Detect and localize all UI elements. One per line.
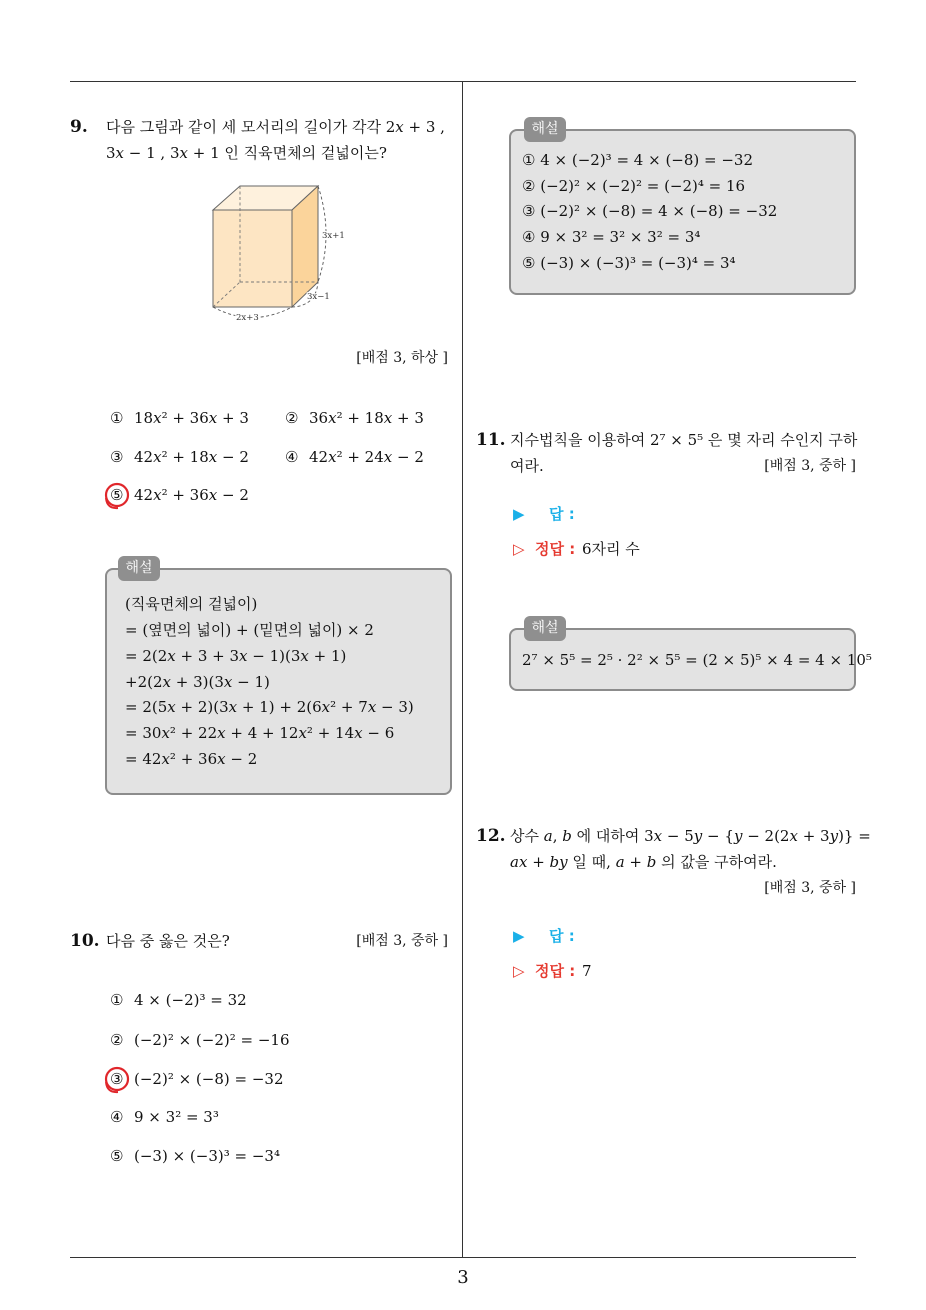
answer-arrow-icon: ▶ bbox=[513, 927, 525, 945]
question-12-number: 12. bbox=[476, 826, 506, 846]
correct-answer-label: 정답 : bbox=[535, 962, 576, 980]
choice-number: ⑤ bbox=[110, 486, 124, 504]
answer-label: 답 : bbox=[549, 505, 575, 523]
explanation-line: = (옆면의 넓이) + (밑면의 넓이) × 2 bbox=[125, 621, 374, 639]
question-12-stem-line-1: 상수 a, b 에 대하여 3x − 5y − {y − 2(2x + 3y)} = bbox=[510, 827, 871, 845]
correct-arrow-icon: ▷ bbox=[513, 540, 525, 558]
question-9-stem-line-2: 3x − 1 , 3x + 1 인 직육면체의 겉넓이는? bbox=[106, 144, 387, 162]
question-9-choice-2 bbox=[285, 407, 424, 429]
question-11-stem-line-2: 여라. bbox=[510, 457, 544, 475]
choice-number: ④ bbox=[285, 448, 299, 466]
question-9-choice-5 bbox=[110, 484, 249, 506]
question-10-number: 10. bbox=[70, 931, 100, 951]
height-label: 3x+1 bbox=[322, 231, 345, 241]
question-10-choice-4 bbox=[110, 1106, 219, 1128]
explanation-line: = 2(5x + 2)(3x + 1) + 2(6x² + 7x − 3) bbox=[125, 698, 414, 716]
question-10-choice-5 bbox=[110, 1145, 280, 1167]
choice-text: (−2)² × (−2)² = −16 bbox=[134, 1031, 290, 1049]
explanation-tab: 해설 bbox=[118, 556, 160, 581]
choice-number: ③ bbox=[110, 1070, 124, 1088]
question-9-choice-4 bbox=[285, 446, 424, 468]
question-10-choice-3 bbox=[110, 1068, 284, 1090]
choice-text: 18x² + 36x + 3 bbox=[134, 409, 249, 427]
mark-circle bbox=[106, 484, 128, 506]
question-9-explanation-box bbox=[105, 568, 452, 795]
correct-answer-value: 6자리 수 bbox=[582, 540, 640, 558]
explanation-line: ② (−2)² × (−2)² = (−2)⁴ = 16 bbox=[522, 177, 746, 195]
explanation-line: = 30x² + 22x + 4 + 12x² + 14x − 6 bbox=[125, 724, 395, 742]
explanation-line: = 42x² + 36x − 2 bbox=[125, 750, 258, 768]
choice-text: 36x² + 18x + 3 bbox=[309, 409, 424, 427]
bottom-rule bbox=[70, 1257, 856, 1258]
choice-number: ① bbox=[110, 991, 124, 1009]
explanation-tab: 해설 bbox=[524, 117, 566, 142]
choice-text: 42x² + 18x − 2 bbox=[134, 448, 249, 466]
explanation-tab: 해설 bbox=[524, 616, 566, 641]
top-rule bbox=[70, 81, 856, 82]
cuboid-front-face bbox=[213, 210, 292, 307]
question-11-number: 11. bbox=[476, 430, 506, 450]
choice-text: 42x² + 24x − 2 bbox=[309, 448, 424, 466]
choice-number: ③ bbox=[110, 448, 124, 466]
choice-number: ② bbox=[285, 409, 299, 427]
choice-text: (−3) × (−3)³ = −3⁴ bbox=[134, 1147, 280, 1165]
question-9-number: 9. bbox=[70, 117, 88, 137]
question-10-score: [배점 3, 중하 ] bbox=[356, 933, 448, 949]
answer-mark-icon bbox=[101, 1063, 133, 1095]
choice-number: ④ bbox=[110, 1108, 124, 1126]
choice-text: 4 × (−2)³ = 32 bbox=[134, 991, 247, 1009]
correct-answer-label: 정답 : bbox=[535, 540, 576, 558]
answer-mark-icon bbox=[101, 479, 133, 511]
mark-circle bbox=[106, 1068, 128, 1090]
correct-arrow-icon: ▷ bbox=[513, 962, 525, 980]
answer-label: 답 : bbox=[549, 927, 575, 945]
question-9-score: [배점 3, 하상 ] bbox=[356, 350, 448, 366]
question-10-choice-1 bbox=[110, 989, 247, 1011]
explanation-line: (직육면체의 겉넓이) bbox=[125, 595, 258, 613]
width-label: 2x+3 bbox=[236, 313, 259, 323]
question-11-score: [배점 3, 중하 ] bbox=[764, 458, 856, 474]
choice-number: ① bbox=[110, 409, 124, 427]
question-9-choice-3 bbox=[110, 446, 249, 468]
explanation-line: = 2(2x + 3 + 3x − 1)(3x + 1) bbox=[125, 647, 347, 665]
question-9-stem-line-1: 다음 그림과 같이 세 모서리의 길이가 각각 2x + 3 , bbox=[106, 118, 445, 136]
depth-label: 3x−1 bbox=[307, 292, 330, 302]
question-10-stem: 다음 중 옳은 것은? bbox=[106, 932, 230, 950]
explanation-line: ③ (−2)² × (−8) = 4 × (−8) = −32 bbox=[522, 202, 778, 220]
cuboid-figure bbox=[200, 175, 360, 330]
choice-text: 42x² + 36x − 2 bbox=[134, 486, 249, 504]
choice-text: (−2)² × (−8) = −32 bbox=[134, 1070, 284, 1088]
explanation-line: +2(2x + 3)(3x − 1) bbox=[125, 673, 270, 691]
question-10-explanation-box bbox=[509, 129, 856, 295]
explanation-line: ① 4 × (−2)³ = 4 × (−8) = −32 bbox=[522, 151, 754, 169]
choice-number: ⑤ bbox=[110, 1147, 124, 1165]
explanation-line: 2⁷ × 5⁵ = 2⁵ · 2² × 5⁵ = (2 × 5)⁵ × 4 = 4 × 10⁵ bbox=[522, 651, 872, 669]
page-number: 3 bbox=[457, 1267, 469, 1288]
explanation-line: ⑤ (−3) × (−3)³ = (−3)⁴ = 3⁴ bbox=[522, 254, 736, 272]
explanation-line: ④ 9 × 3² = 3² × 3² = 3⁴ bbox=[522, 228, 701, 246]
question-11-stem-line-1: 지수법칙을 이용하여 2⁷ × 5⁵ 은 몇 자리 수인지 구하 bbox=[510, 431, 858, 449]
question-10-choice-2 bbox=[110, 1029, 290, 1051]
choice-text: 9 × 3² = 3³ bbox=[134, 1108, 219, 1126]
correct-answer-value: 7 bbox=[582, 962, 592, 980]
question-12-score: [배점 3, 중하 ] bbox=[764, 880, 856, 896]
column-divider bbox=[462, 82, 463, 1258]
question-12-stem-line-2: ax + by 일 때, a + b 의 값을 구하여라. bbox=[510, 853, 777, 871]
choice-number: ② bbox=[110, 1031, 124, 1049]
answer-arrow-icon: ▶ bbox=[513, 505, 525, 523]
question-9-choice-1 bbox=[110, 407, 249, 429]
